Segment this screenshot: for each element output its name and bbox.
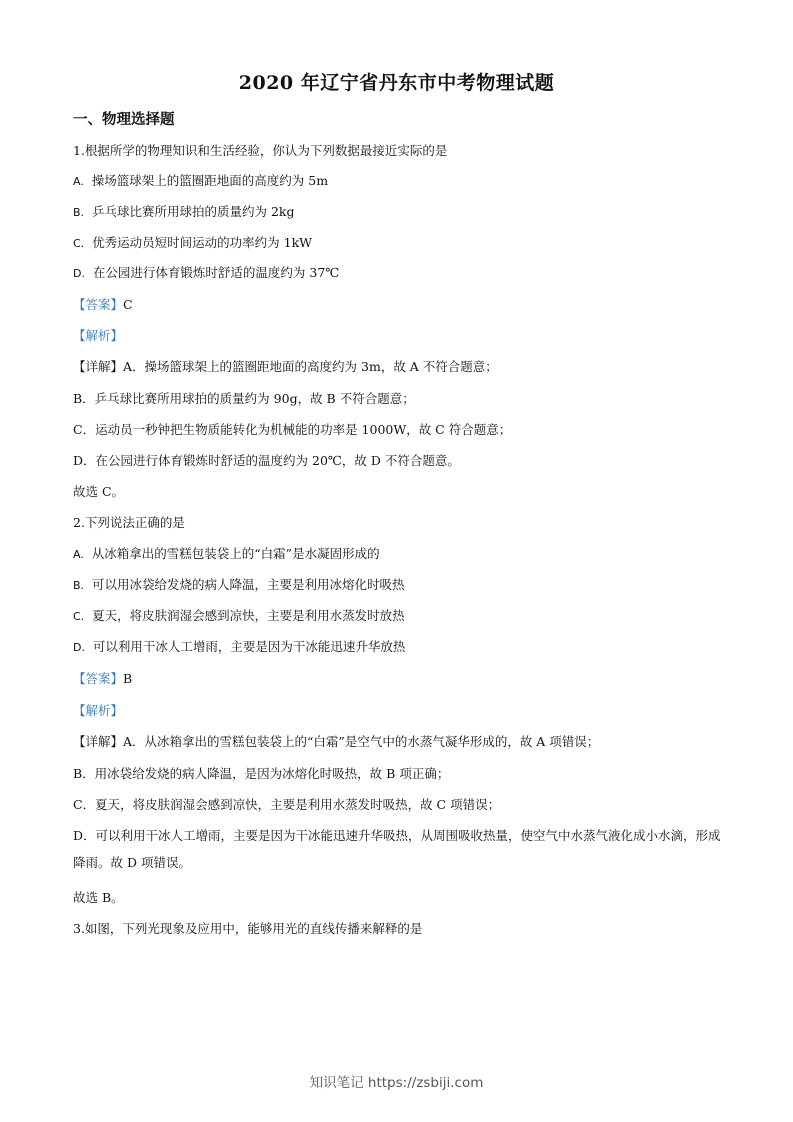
conclusion-line: 故选 C。 bbox=[73, 484, 125, 499]
detail-tag: 【详解】 bbox=[73, 734, 124, 749]
detail-tag: 【详解】 bbox=[73, 359, 124, 374]
analysis-line bbox=[73, 327, 123, 345]
detail-text: A．从冰箱拿出的雪糕包装袋上的“白霜”是空气中的水蒸气凝华形成的，故 A 项错误； bbox=[123, 734, 600, 749]
option-item bbox=[73, 234, 312, 253]
question-stem: 2.下列说法正确的是 bbox=[73, 515, 185, 530]
option-letter: D. bbox=[73, 641, 85, 654]
option-text: 在公园进行体育锻炼时舒适的温度约为 37℃ bbox=[92, 265, 340, 280]
option-text: 乒乓球比赛所用球拍的质量约为 2kg bbox=[92, 204, 295, 219]
option-letter: D. bbox=[73, 267, 85, 280]
option-letter: A. bbox=[73, 548, 84, 561]
conclusion-line: 故选 B。 bbox=[73, 890, 124, 905]
option-letter: B. bbox=[73, 206, 85, 219]
question-stem: 1.根据所学的物理知识和生活经验，你认为下列数据最接近实际的是 bbox=[73, 143, 448, 158]
option-text: 操场篮球架上的篮圈距地面的高度约为 5m bbox=[91, 173, 329, 188]
option-letter: B. bbox=[73, 579, 85, 592]
option-text: 从冰箱拿出的雪糕包装袋上的“白霜”是水凝固形成的 bbox=[91, 546, 380, 561]
option-text: 优秀运动员短时间运动的功率约为 1kW bbox=[92, 235, 312, 250]
answer-tag: 【答案】 bbox=[73, 297, 124, 312]
answer-line bbox=[73, 296, 133, 314]
option-letter: C. bbox=[73, 610, 85, 623]
option-item bbox=[73, 264, 339, 283]
footer-watermark: 知识笔记 https://zsbiji.com bbox=[309, 1075, 484, 1091]
answer-value: B bbox=[123, 671, 133, 686]
question-stem: 3.如图，下列光现象及应用中，能够用光的直线传播来解释的是 bbox=[73, 921, 423, 936]
detail-line: C．运动员一秒钟把生物质能转化为机械能的功率是 1000W，故 C 符合题意； bbox=[73, 422, 512, 437]
option-item bbox=[73, 576, 405, 595]
answer-value: C bbox=[123, 297, 133, 312]
option-letter: C. bbox=[73, 237, 85, 250]
answer-tag: 【答案】 bbox=[73, 671, 124, 686]
detail-line: D．在公园进行体育锻炼时舒适的温度约为 20℃，故 D 不符合题意。 bbox=[73, 453, 460, 468]
page-title: 2020 年辽宁省丹东市中考物理试题 bbox=[238, 72, 555, 94]
option-text: 可以用冰袋给发烧的病人降温，主要是利用冰熔化时吸热 bbox=[92, 577, 405, 592]
detail-text: A．操场篮球架上的篮圈距地面的高度约为 3m，故 A 不符合题意； bbox=[123, 359, 498, 374]
option-item bbox=[73, 607, 405, 626]
option-item bbox=[73, 172, 328, 191]
detail-line: B．用冰袋给发烧的病人降温，是因为冰熔化时吸热，故 B 项正确； bbox=[73, 766, 450, 781]
detail-line: C．夏天，将皮肤润湿会感到凉快，主要是利用水蒸发时吸热，故 C 项错误； bbox=[73, 797, 501, 812]
detail-line: D．可以利用干冰人工增雨，主要是因为干冰能迅速升华吸热，从周围吸收热量，使空气中水蒸气液化成小水滴，形成降雨。故 D 项错误。 bbox=[73, 828, 721, 870]
option-text: 夏天，将皮肤润湿会感到凉快，主要是利用水蒸发时放热 bbox=[92, 608, 405, 623]
detail-line: B．乒乓球比赛所用球拍的质量约为 90g，故 B 不符合题意； bbox=[73, 391, 415, 406]
section-heading: 一、物理选择题 bbox=[73, 111, 175, 128]
detail-line bbox=[73, 358, 498, 376]
option-text: 可以利用干冰人工增雨，主要是因为干冰能迅速升华放热 bbox=[92, 639, 406, 654]
option-letter: A. bbox=[73, 175, 84, 188]
option-item bbox=[73, 638, 405, 657]
option-item bbox=[73, 545, 380, 564]
analysis-tag: 【解析】 bbox=[73, 328, 124, 343]
answer-line bbox=[73, 670, 132, 688]
analysis-tag: 【解析】 bbox=[73, 703, 124, 718]
option-item bbox=[73, 203, 295, 222]
detail-line bbox=[73, 733, 599, 751]
analysis-line bbox=[73, 702, 123, 720]
